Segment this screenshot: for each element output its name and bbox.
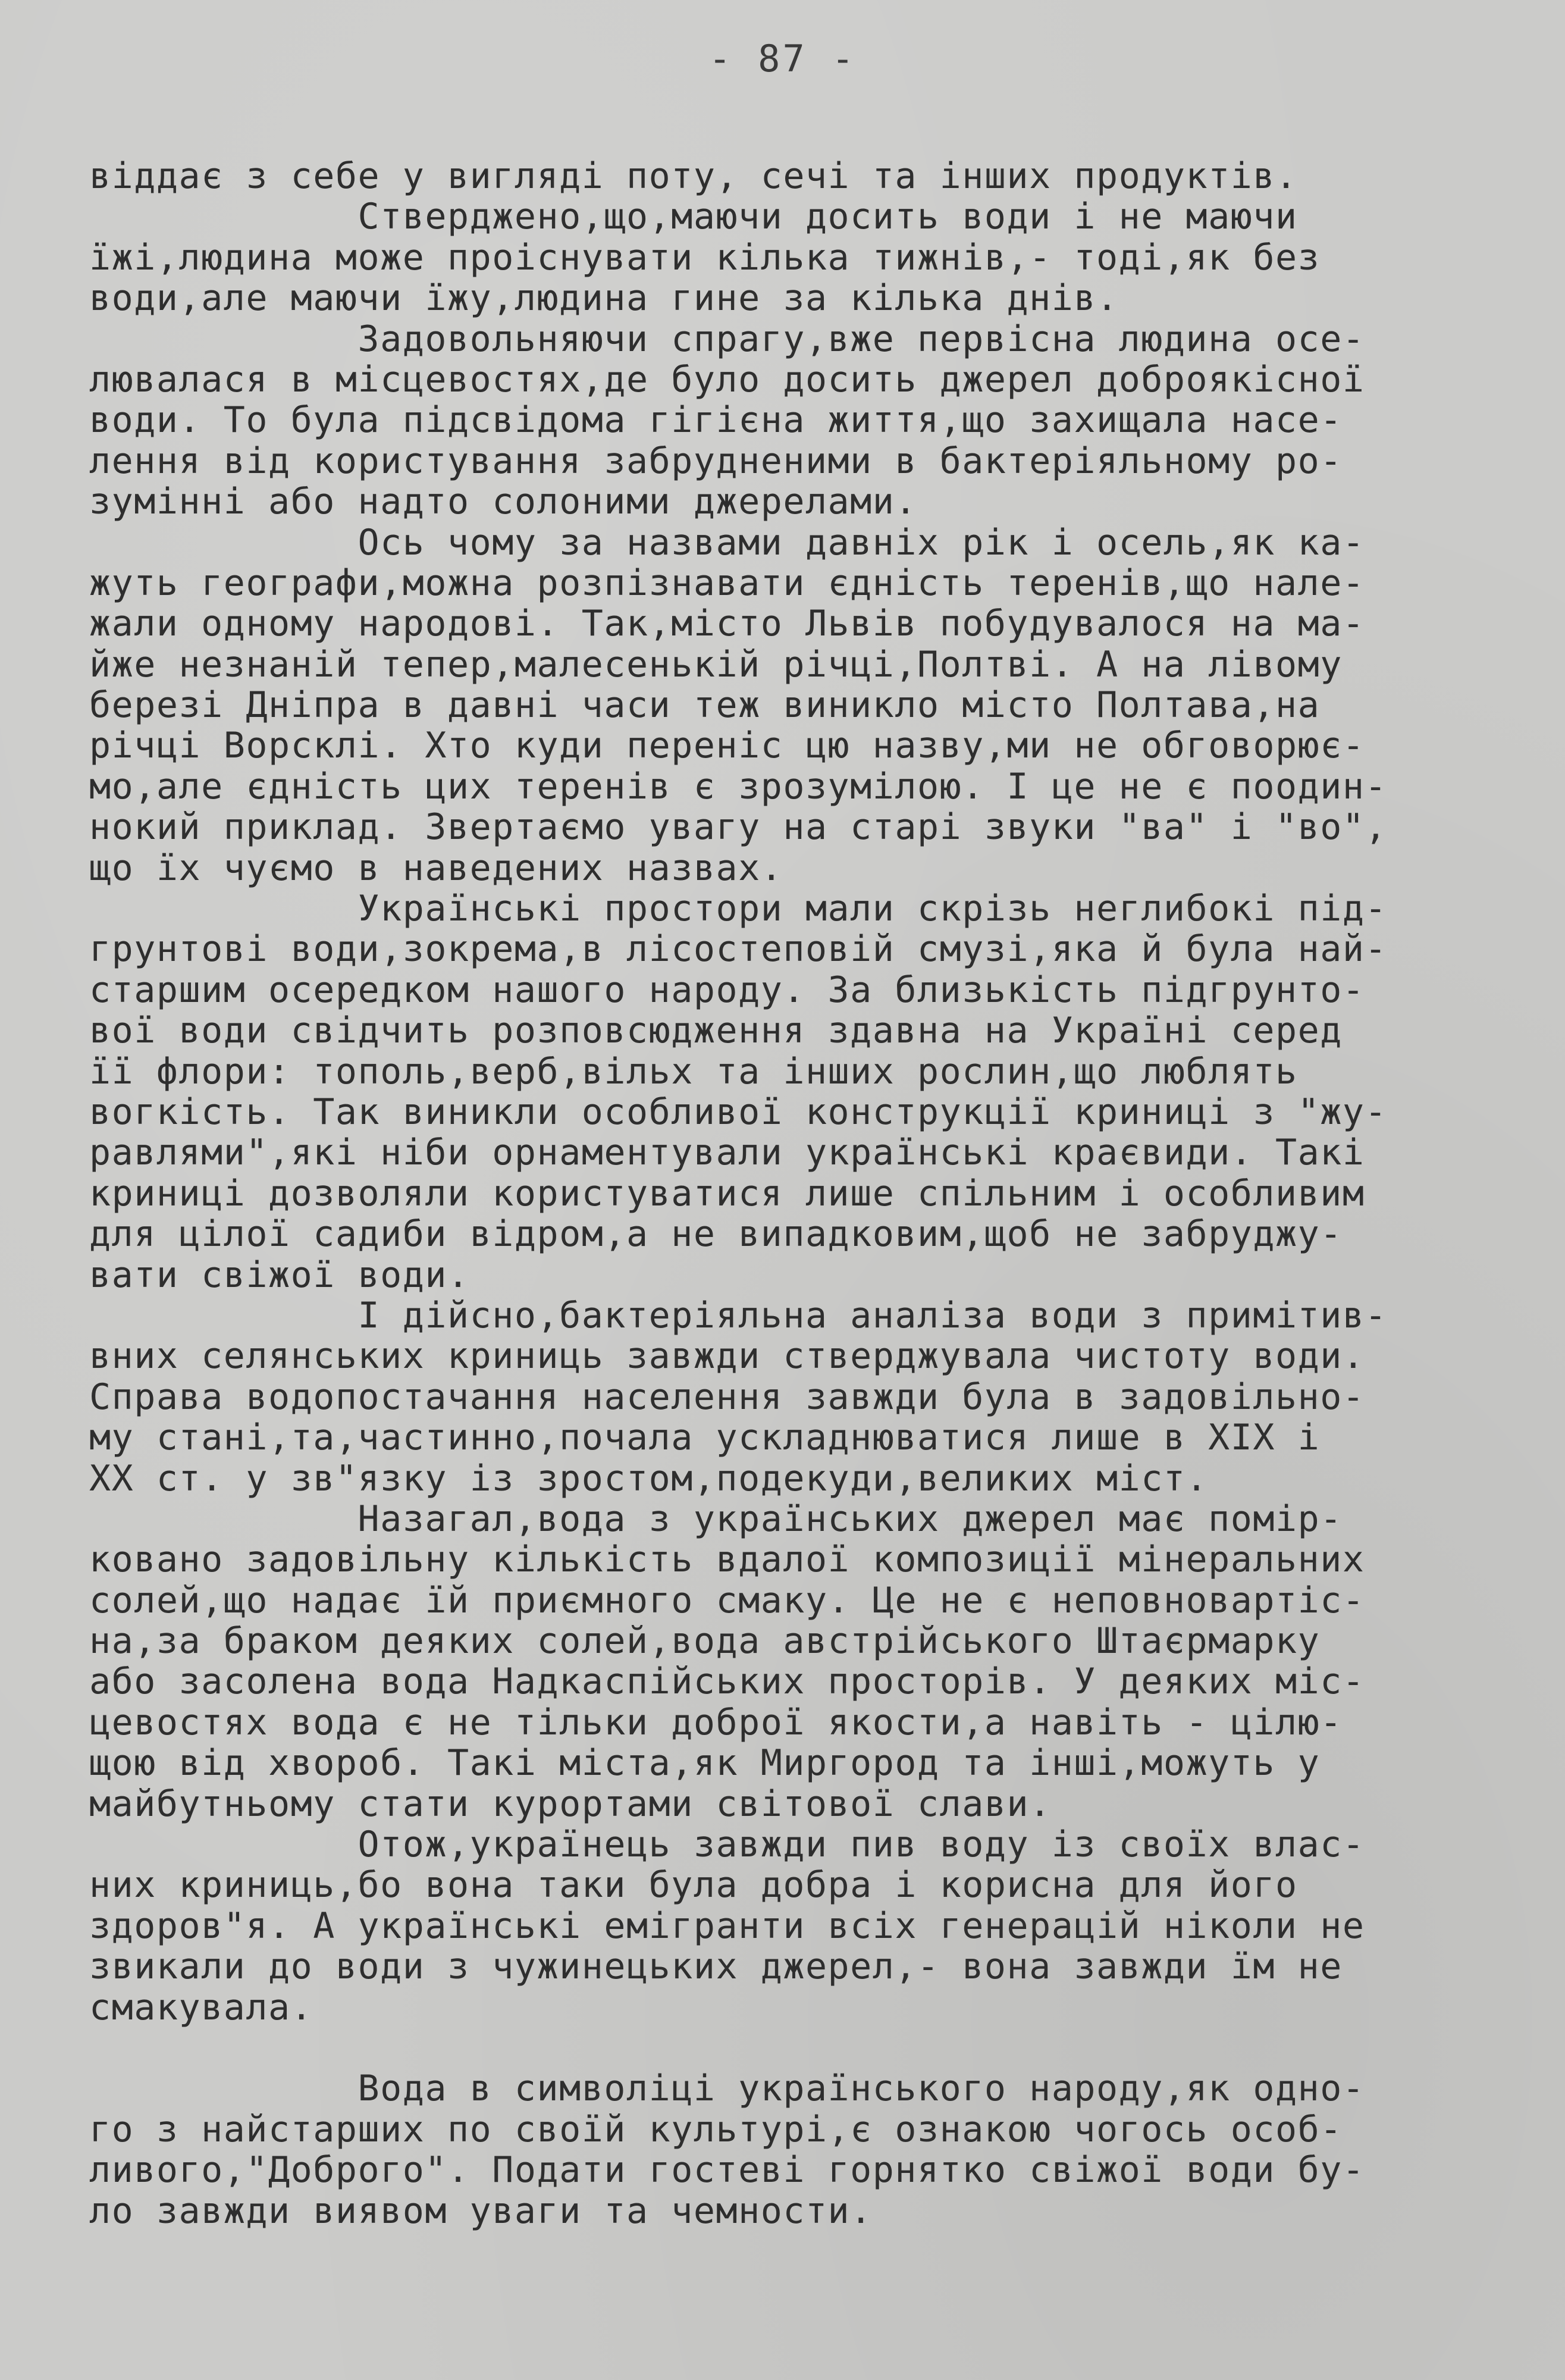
text-line: солей,що надає їй приємного смаку. Це не є неповновартіс- <box>89 1579 1365 1621</box>
page-number: - 87 - <box>708 37 857 80</box>
text-line: грунтові води,зокрема,в лісостеповій смузі,яка й була най- <box>89 928 1388 970</box>
text-line: цевостях вода є не тільки доброї якости,а навіть - цілю- <box>89 1701 1343 1743</box>
text-line: віддає з себе у вигляді поту, сечі та інших продуктів. <box>89 155 1298 197</box>
text-line: Українські простори мали скрізь неглибокі під- <box>89 888 1388 930</box>
body-text <box>89 156 1457 2231</box>
text-line: равлями",які ніби орнаментували українські краєвиди. Такі <box>89 1132 1365 1174</box>
text-line: Отож,українець завжди пив воду із своїх влас- <box>89 1824 1365 1866</box>
text-line: старшим осередком нашого народу. За близькість підгрунто- <box>89 969 1365 1011</box>
text-line: нокий приклад. Звертаємо увагу на старі звуки "ва" і "во", <box>89 806 1388 848</box>
text-line: зумінні або надто солоними джерелами. <box>89 481 918 523</box>
text-line: майбутньому стати курортами світової слави. <box>89 1783 1052 1825</box>
text-line: Вода в символіці українського народу,як одно- <box>89 2068 1365 2110</box>
text-line: лювалася в місцевостях,де було досить джерел доброякісної <box>89 358 1365 400</box>
text-line: Ось чому за назвами давніх рік і осель,як ка- <box>89 521 1365 563</box>
text-line: що їх чуємо в наведених назвах. <box>89 847 783 889</box>
text-line: ковано задовільну кількість вдалої композиції мінеральних <box>89 1539 1365 1581</box>
text-line: ливого,"Доброго". Подати гостеві горнятко свіжої води бу- <box>89 2149 1365 2191</box>
text-line: криниці дозволяли користуватися лише спільним і особливим <box>89 1172 1365 1214</box>
text-line: мо,але єдність цих теренів є зрозумілою. І це не є поодин- <box>89 765 1388 807</box>
text-line: смакувала. <box>89 1986 313 2028</box>
text-line: березі Дніпра в давні часи теж виникло місто Полтава,на <box>89 684 1321 726</box>
text-line: жуть географи,можна розпізнавати єдність теренів,що нале- <box>89 562 1365 604</box>
text-line: XX ст. у зв"язку із зростом,подекуди,великих міст. <box>89 1457 1209 1499</box>
text-line: ло завжди виявом уваги та чемности. <box>89 2190 873 2232</box>
text-line: І дійсно,бактеріяльна аналіза води з примітив- <box>89 1294 1388 1336</box>
text-line: щою від хвороб. Такі міста,як Миргород та інші,можуть у <box>89 1742 1321 1784</box>
text-line: Задовольняючи спрагу,вже первісна людина осе- <box>89 318 1365 360</box>
text-line: лення від користування забрудненими в бактеріяльному ро- <box>89 440 1343 482</box>
text-line: му стані,та,частинно,почала ускладнюватися лише в XIX і <box>89 1417 1321 1459</box>
text-line: звикали до води з чужинецьких джерел,- вона завжди їм не <box>89 1946 1343 1988</box>
text-line: води. То була підсвідома гігієна життя,що захищала насе- <box>89 399 1343 441</box>
text-line: го з найстарших по своїй культурі,є ознакою чогось особ- <box>89 2108 1343 2150</box>
text-line: здоров"я. А українські емігранти всіх генерацій ніколи не <box>89 1905 1365 1947</box>
text-line: річці Ворсклі. Хто куди переніс цю назву,ми не обговорює- <box>89 725 1365 767</box>
text-line: жали одному народові. Так,місто Львів побудувалося на ма- <box>89 603 1365 645</box>
text-line: вних селянських криниць завжди стверджувала чистоту води. <box>89 1335 1365 1377</box>
text-line: вої води свідчить розповсюдження здавна на Україні серед <box>89 1010 1343 1052</box>
text-line: Стверджено,що,маючи досить води і не маючи <box>89 196 1298 238</box>
text-line: для цілої садиби відром,а не випадковим,щоб не забруджу- <box>89 1213 1343 1255</box>
text-line: вогкість. Так виникли особливої конструкції криниці з "жу- <box>89 1091 1388 1133</box>
text-line: вати свіжої води. <box>89 1254 470 1296</box>
text-line: на,за браком деяких солей,вода австрійського Штаєрмарку <box>89 1620 1321 1662</box>
text-line: них криниць,бо вона таки була добра і корисна для його <box>89 1864 1298 1906</box>
text-line <box>89 2028 1457 2068</box>
text-line: йже незнаній тепер,малесенькій річці,Полтві. А на лівому <box>89 643 1343 685</box>
text-line: Назагал,вода з українських джерел має помір- <box>89 1498 1343 1540</box>
text-line: води,але маючи їжу,людина гине за кілька днів. <box>89 277 1119 320</box>
text-line: їжі,людина може проіснувати кілька тижнів,- тоді,як без <box>89 236 1321 278</box>
text-line: її флори: тополь,верб,вільх та інших рослин,що люблять <box>89 1050 1298 1092</box>
text-line: або засолена вода Надкаспійських просторів. У деяких міс- <box>89 1661 1365 1703</box>
text-line: Справа водопостачання населення завжди була в задовільно- <box>89 1376 1365 1418</box>
